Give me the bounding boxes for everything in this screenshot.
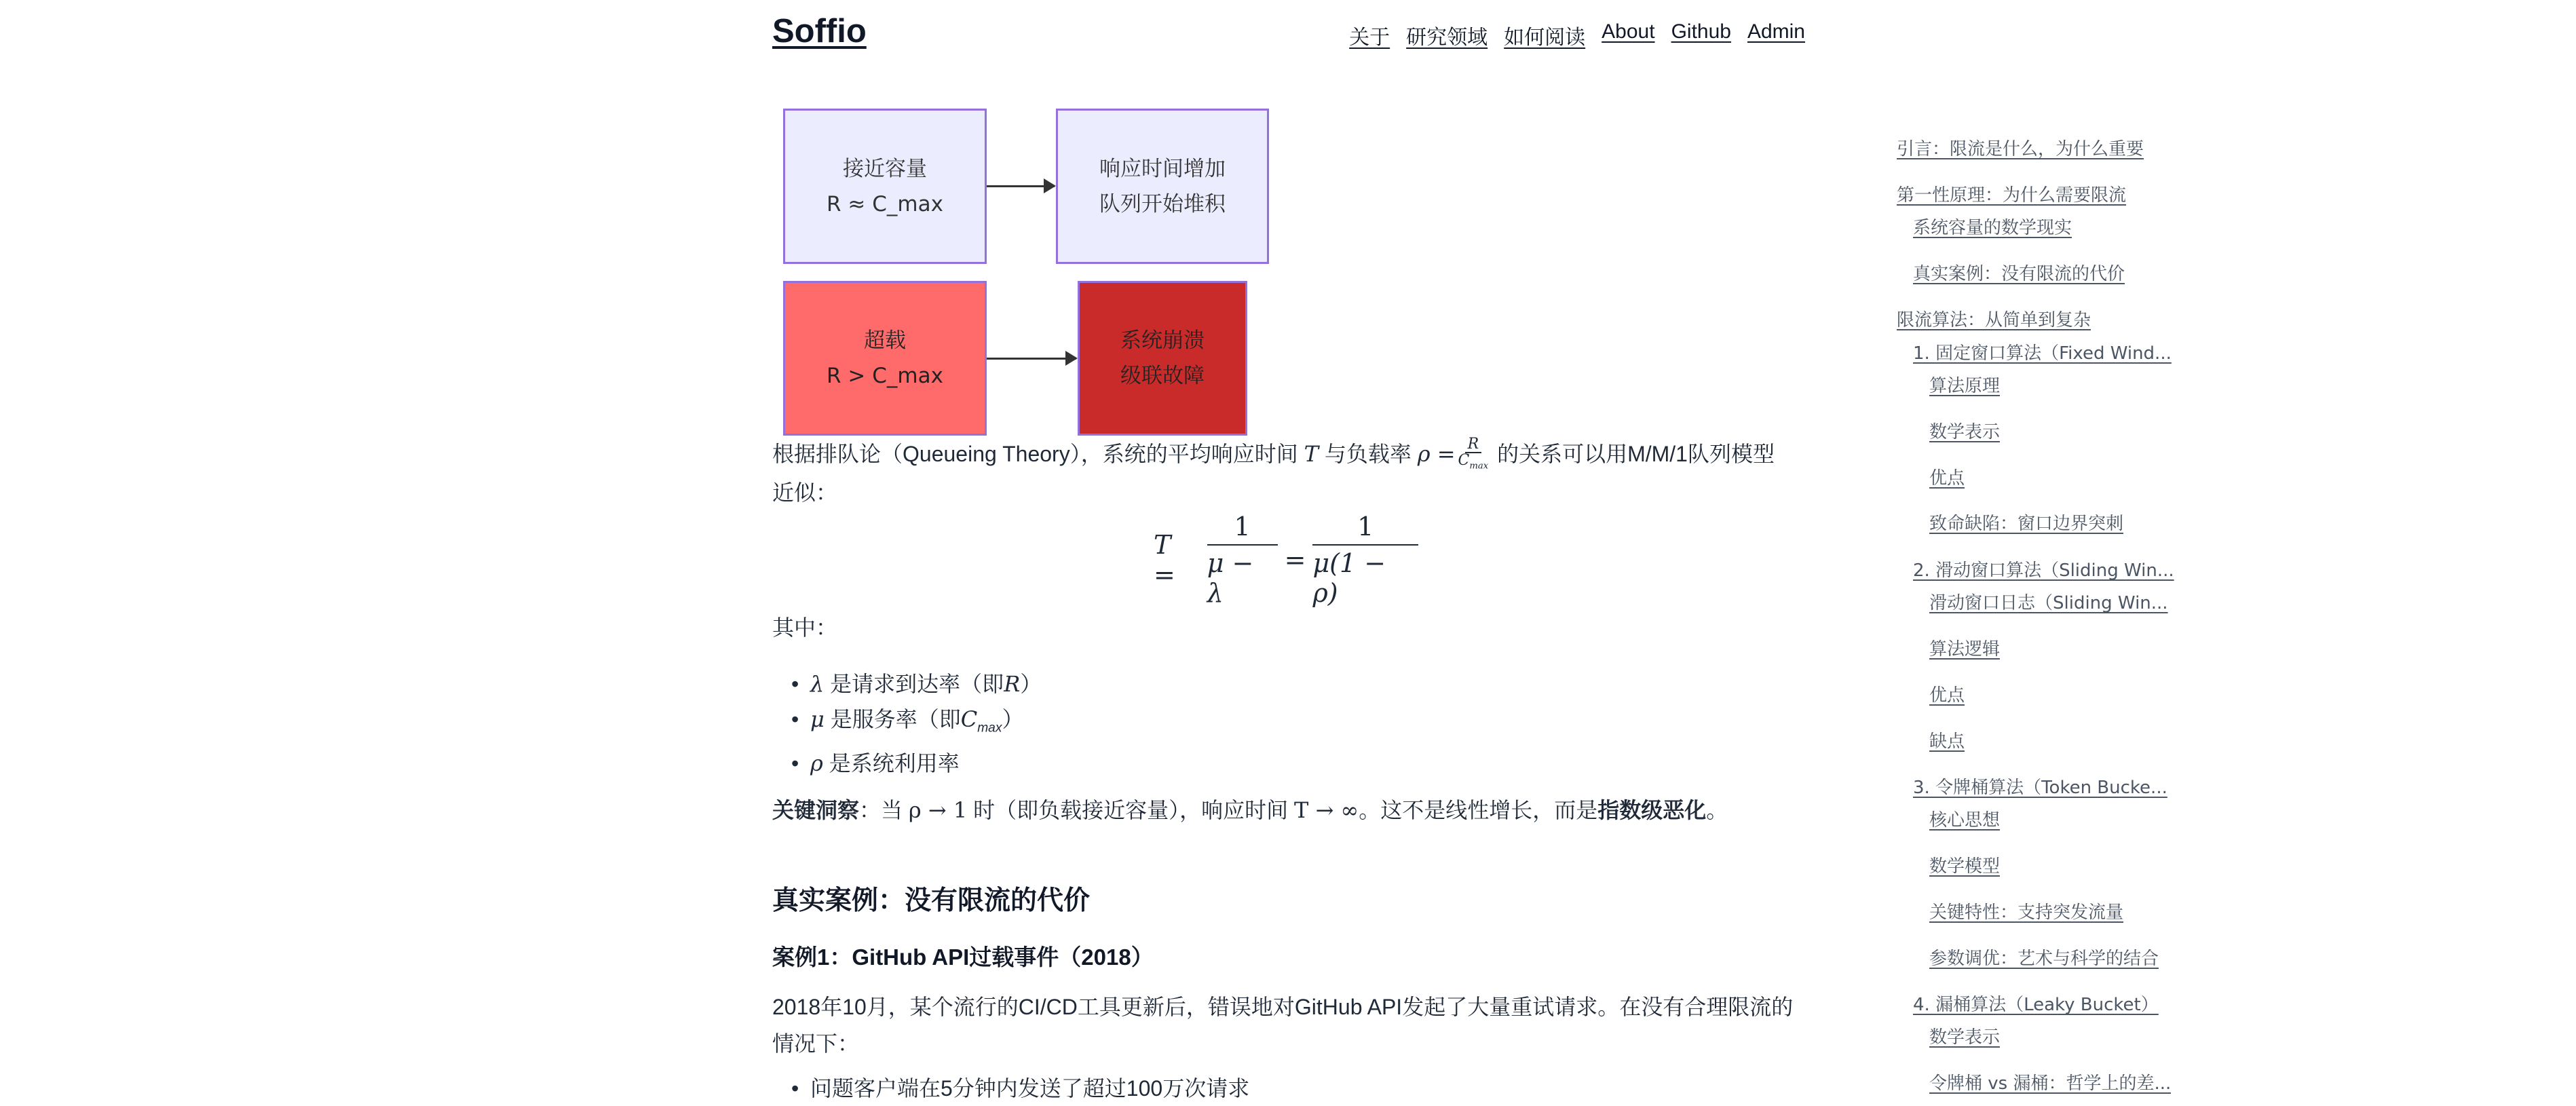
node-label: 超载	[864, 328, 906, 353]
toc-item-sliding-log[interactable]: 滑动窗口日志（Sliding Win...	[1929, 593, 2168, 613]
toc-item-fixed-window[interactable]: 1. 固定窗口算法（Fixed Wind...	[1913, 343, 2172, 364]
diagram-node-system-crash	[1078, 281, 1247, 436]
toc-item-token-bucket[interactable]: 3. 令牌桶算法（Token Bucke...	[1913, 778, 2167, 798]
denominator	[1458, 453, 1489, 474]
toc-item-tb-vs-lb[interactable]: 令牌桶 vs 漏桶：哲学上的差...	[1929, 1073, 2172, 1094]
formula-fraction-2	[1312, 512, 1418, 608]
toc-item-leaky-bucket[interactable]: 4. 漏桶算法（Leaky Bucket）	[1913, 995, 2159, 1015]
text: ）	[1020, 672, 1042, 696]
toc-item-real-cases[interactable]: 真实案例：没有限流的代价	[1913, 264, 2125, 284]
formula-lhs: T =	[1154, 530, 1175, 590]
variable-list	[772, 666, 1042, 781]
math-fraction	[1458, 437, 1489, 474]
toc-item-intro[interactable]: 引言：限流是什么，为什么重要	[1897, 139, 2144, 159]
toc-item-fw-principle[interactable]: 算法原理	[1929, 376, 2001, 396]
display-formula	[1154, 512, 1425, 608]
math-T: T	[1304, 441, 1319, 467]
diagram-node-near-capacity	[783, 109, 987, 264]
diagram-arrow	[987, 185, 1055, 187]
node-label: 接近容量	[843, 156, 927, 181]
where-label: 其中：	[772, 615, 838, 640]
nav-link-how-to-read[interactable]: 如何阅读	[1504, 26, 1586, 49]
toc-item-capacity-math[interactable]: 系统容量的数学现实	[1913, 218, 2072, 238]
nav-link-github[interactable]: Github	[1671, 20, 1731, 43]
text: 的关系可以用M/M/1队列模型	[1497, 442, 1775, 466]
formula-equals: =	[1284, 545, 1306, 575]
node-sublabel: R > C_max	[827, 364, 943, 388]
math-T-to-infinity: T → ∞	[1294, 797, 1359, 823]
node-label: 系统崩溃	[1120, 328, 1205, 353]
denominator: μ(1 − ρ)	[1312, 548, 1386, 608]
toc-item-sliding-window[interactable]: 2. 滑动窗口算法（Sliding Win...	[1913, 560, 2174, 581]
toc-item-sw-pros[interactable]: 优点	[1929, 685, 1965, 706]
text: 是请求到达率（即	[830, 672, 1004, 696]
queueing-theory-paragraph	[772, 436, 1807, 511]
top-nav	[1349, 20, 1805, 50]
list-item	[810, 746, 1042, 781]
numerator: 1	[1207, 512, 1278, 546]
toc-item-sw-logic[interactable]: 算法逻辑	[1929, 639, 2001, 660]
diagram-node-overload	[783, 281, 987, 436]
toc-item-fw-flaw[interactable]: 致命缺陷：窗口边界突刺	[1929, 514, 2124, 534]
toc-item-tb-core-idea[interactable]: 核心思想	[1929, 810, 2001, 831]
node-sublabel: 级联故障	[1120, 364, 1205, 388]
text: 是服务率（即	[830, 707, 961, 731]
toc-item-algorithms[interactable]: 限流算法：从简单到复杂	[1897, 310, 2091, 330]
math-symbol: λ	[810, 671, 825, 697]
node-sublabel: 队列开始堆积	[1099, 191, 1226, 216]
toc-item-tb-tuning[interactable]: 参数调优：艺术与科学的结合	[1929, 949, 2159, 969]
nav-link-about-cn[interactable]: 关于	[1349, 26, 1390, 49]
math-symbol: ρ	[810, 750, 823, 777]
github-case-paragraph	[772, 989, 1807, 1062]
text: 是系统利用率	[829, 751, 960, 776]
den-sub: max	[1469, 461, 1489, 472]
toc-item-fw-pros[interactable]: 优点	[1929, 468, 1965, 489]
key-insight-paragraph	[772, 792, 1807, 828]
text: ）	[1002, 707, 1024, 731]
list-item	[810, 1071, 1249, 1106]
nav-link-about[interactable]: About	[1602, 20, 1655, 43]
node-label: 响应时间增加	[1099, 156, 1226, 181]
toc-item-lb-math[interactable]: 数学表示	[1929, 1027, 2001, 1048]
toc-item-tb-math-model[interactable]: 数学模型	[1929, 856, 2001, 877]
insight-label: 关键洞察	[772, 798, 860, 822]
node-sublabel: R ≈ C_max	[827, 191, 943, 216]
text: 2018年10月，某个流行的CI/CD工具更新后，错误地对GitHub API发起了大量重试请求。在没有合理限流的	[772, 995, 1794, 1019]
math-symbol: μ	[810, 706, 825, 732]
toc-item-sw-cons[interactable]: 缺点	[1929, 731, 1965, 752]
numerator: 1	[1312, 512, 1418, 546]
case-facts-list	[772, 1071, 1249, 1106]
list-item	[810, 702, 1042, 746]
text: 情况下：	[772, 1031, 860, 1056]
math-symbol: C	[960, 706, 978, 732]
toc-item-tb-burst[interactable]: 关键特性：支持突发流量	[1929, 902, 2124, 923]
nav-link-admin[interactable]: Admin	[1747, 20, 1805, 43]
math-symbol: R	[1004, 671, 1021, 697]
formula-fraction-1	[1207, 512, 1278, 608]
text: 。这不是线性增长，而是	[1359, 798, 1598, 822]
nav-link-research[interactable]: 研究领域	[1406, 26, 1488, 49]
emphasis: 指数级恶化	[1597, 798, 1707, 822]
toc-item-first-principles[interactable]: 第一性原理：为什么需要限流	[1897, 185, 2127, 206]
numerator: R	[1465, 437, 1482, 453]
case-heading-github: 案例1：GitHub API过载事件（2018）	[772, 945, 1154, 970]
text: 根据排队论（Queueing Theory），系统的平均响应时间	[772, 442, 1298, 466]
den-base: C	[1458, 452, 1470, 470]
text: 。	[1706, 798, 1728, 822]
text: ：当	[859, 798, 903, 822]
text: 问题客户端在5分钟内发送了超过100万次请求	[810, 1076, 1250, 1101]
math-rho: ρ =	[1417, 441, 1456, 467]
diagram-arrow	[987, 358, 1076, 360]
toc-item-fw-math[interactable]: 数学表示	[1929, 422, 2001, 442]
list-item	[810, 666, 1042, 702]
math-rho-to-1: ρ → 1	[908, 797, 968, 823]
denominator: μ − λ	[1207, 548, 1254, 608]
text: 与负载率	[1324, 442, 1412, 466]
diagram-node-latency-increase	[1056, 109, 1269, 264]
site-logo[interactable]: Soffio	[772, 13, 867, 50]
text: 近似：	[772, 480, 838, 505]
math-subscript: max	[977, 721, 1002, 736]
section-heading-real-cases: 真实案例：没有限流的代价	[772, 886, 1091, 915]
text: 时（即负载接近容量），响应时间	[973, 798, 1289, 822]
